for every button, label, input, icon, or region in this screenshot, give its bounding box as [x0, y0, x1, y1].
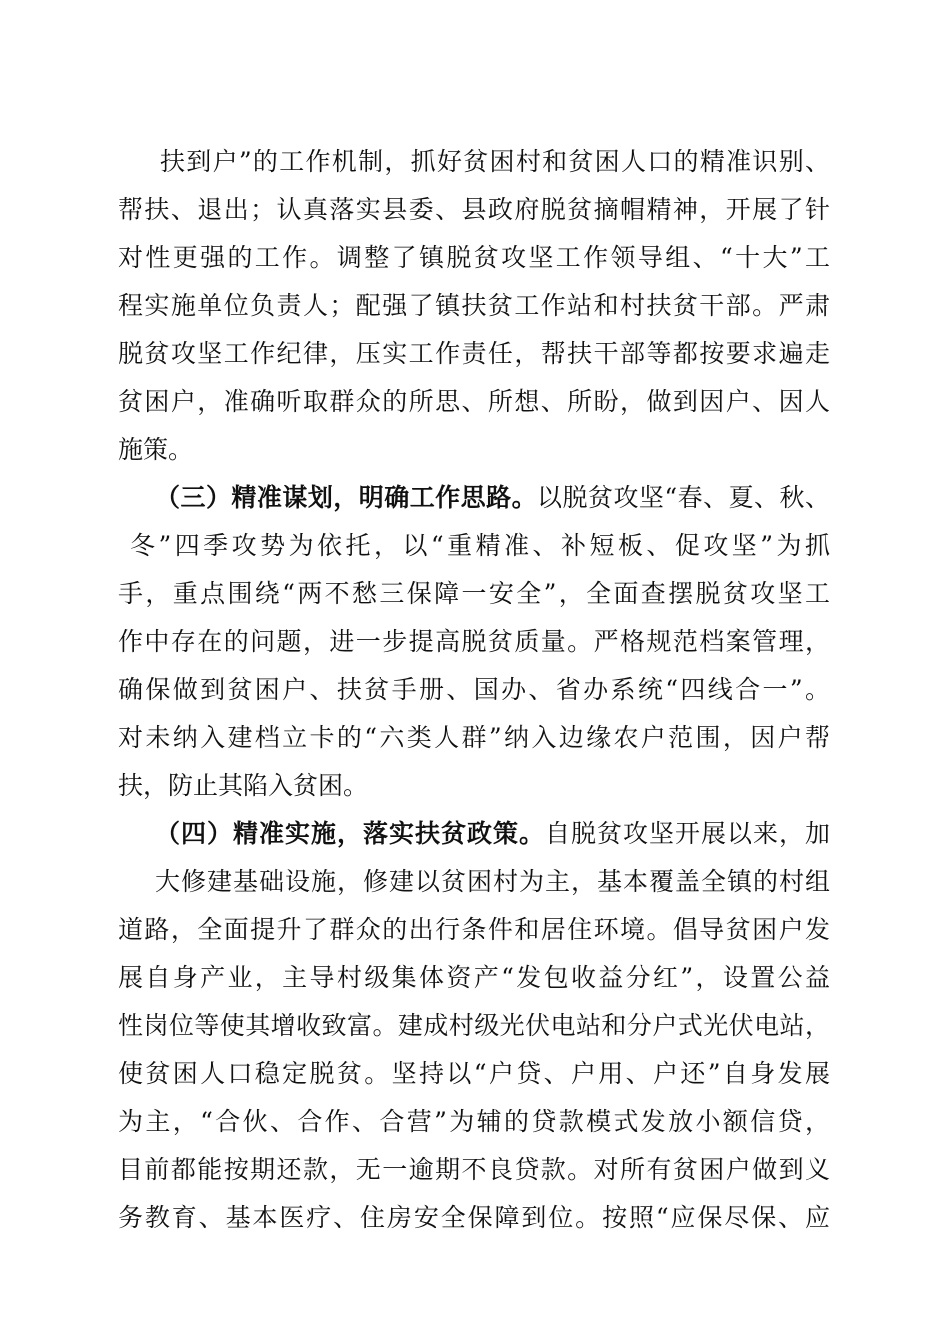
paragraph-line: 对未纳入建档立卡的“六类人群”纳入边缘农户范围，因户帮 [118, 723, 830, 752]
section-three-heading: （三）精准谋划，明确工作思路。 [155, 483, 538, 512]
paragraph-line: 扶，防止其陷入贫困。 [118, 771, 369, 800]
paragraph-line: 务教育、基本医疗、住房安全保障到位。按照“应保尽保、应 [118, 1203, 830, 1232]
paragraph-line: 帮扶、退出；认真落实县委、县政府脱贫摘帽精神，开展了针 [118, 195, 830, 224]
paragraph-line: 作中存在的问题，进一步提高脱贫质量。严格规范档案管理， [118, 627, 830, 656]
paragraph-line: 大修建基础设施，修建以贫困村为主，基本覆盖全镇的村组 [155, 867, 830, 896]
paragraph-line: 确保做到贫困户、扶贫手册、国办、省办系统“四线合一”。 [118, 675, 830, 704]
paragraph-line: 道路，全面提升了群众的出行条件和居住环境。倡导贫困户发 [118, 915, 830, 944]
paragraph-line: 使贫困人口稳定脱贫。坚持以“户贷、户用、户还”自身发展 [118, 1059, 830, 1088]
paragraph-line: 对性更强的工作。调整了镇脱贫攻坚工作领导组、“十大”工 [118, 243, 830, 272]
section-three-first-line-text: 以脱贫攻坚“春、夏、秋、 [537, 483, 830, 512]
section-four-first-line [155, 812, 830, 856]
paragraph-line: 贫困户，准确听取群众的所思、所想、所盼，做到因户、因人 [118, 387, 830, 416]
paragraph-line: 性岗位等使其增收致富。建成村级光伏电站和分户式光伏电站， [118, 1011, 830, 1040]
section-three-first-line [155, 476, 830, 520]
section-four-heading: （四）精准实施，落实扶贫政策。 [155, 819, 545, 848]
section-four-first-line-text: 自脱贫攻坚开展以来，加 [544, 819, 830, 848]
paragraph-line: 施策。 [118, 435, 194, 464]
paragraph-line: 程实施单位负责人；配强了镇扶贫工作站和村扶贫干部。严肃 [118, 291, 830, 320]
paragraph-line: 冬”四季攻势为依托，以“重精准、补短板、促攻坚”为抓 [130, 531, 830, 560]
paragraph-line: 脱贫攻坚工作纪律，压实工作责任，帮扶干部等都按要求遍走 [118, 339, 830, 368]
paragraph-line: 扶到户”的工作机制，抓好贫困村和贫困人口的精准识别、 [160, 147, 830, 176]
paragraph-line: 手，重点围绕“两不愁三保障一安全”，全面查摆脱贫攻坚工 [118, 579, 830, 608]
paragraph-line: 目前都能按期还款，无一逾期不良贷款。对所有贫困户做到义 [118, 1155, 830, 1184]
paragraph-line: 展自身产业，主导村级集体资产“发包收益分红”，设置公益 [118, 963, 830, 992]
paragraph-line: 为主，“合伙、合作、合营”为辅的贷款模式发放小额信贷， [118, 1107, 830, 1136]
